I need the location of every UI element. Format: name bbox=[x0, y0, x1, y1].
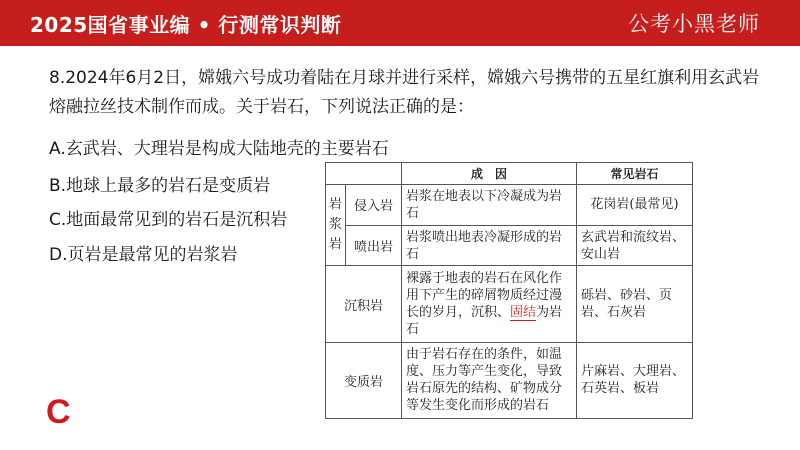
rock-type-cell: 变质岩 bbox=[326, 342, 402, 418]
table-corner bbox=[326, 163, 402, 185]
rock-type-cell: 喷出岩 bbox=[346, 225, 402, 266]
magma-group-cell bbox=[326, 185, 346, 266]
rock-table bbox=[325, 162, 693, 419]
table-row bbox=[326, 225, 693, 266]
table-header-row bbox=[326, 163, 693, 185]
option-d[interactable]: D.页岩是最常见的岩浆岩 bbox=[49, 245, 238, 265]
table-header-common: 常见岩石 bbox=[577, 163, 693, 185]
highlight-term: 固结 bbox=[510, 305, 537, 321]
answer-letter: C bbox=[46, 393, 71, 431]
common-cell: 砾岩、砂岩、页岩、石灰岩 bbox=[577, 266, 693, 342]
cause-text: 裸露于地表的岩石在风化作用下产生的碎屑物质经过漫长的岁月，沉积、 bbox=[406, 271, 563, 321]
common-cell: 片麻岩、大理岩、石英岩、板岩 bbox=[577, 342, 693, 418]
cause-cell: 岩浆在地表以下冷凝成为岩石 bbox=[402, 185, 577, 226]
magma-group-label: 岩浆岩 bbox=[328, 197, 342, 253]
option-a[interactable]: A.玄武岩、大理岩是构成大陆地壳的主要岩石 bbox=[49, 139, 389, 159]
common-cell: 花岗岩(最常见) bbox=[577, 185, 693, 226]
table-row bbox=[326, 266, 693, 342]
header-brand: 公考小黑老师 bbox=[628, 12, 760, 36]
cause-cell bbox=[402, 266, 577, 342]
table-row bbox=[326, 342, 693, 418]
table-header-cause: 成 因 bbox=[402, 163, 577, 185]
option-c[interactable]: C.地面最常见到的岩石是沉积岩 bbox=[49, 210, 288, 230]
table-row bbox=[326, 185, 693, 226]
header-bar bbox=[0, 0, 800, 46]
question-text: 8.2024年6月2日，嫦娥六号成功着陆在月球并进行采样，嫦娥六号携带的五星红旗利用玄武岩熔融拉丝技术制作而成。关于岩石，下列说法正确的是： bbox=[49, 68, 760, 117]
option-b[interactable]: B.地球上最多的岩石是变质岩 bbox=[49, 176, 271, 196]
cause-cell: 由于岩石存在的条件，如温度、压力等产生变化，导致岩石原先的结构、矿物成分等发生变化而形成的岩石 bbox=[402, 342, 577, 418]
rock-type-cell: 侵入岩 bbox=[346, 185, 402, 226]
header-title: 2025国省事业编 • 行测常识判断 bbox=[30, 13, 342, 37]
cause-text-end: 为岩石 bbox=[406, 305, 563, 338]
cause-cell: 岩浆喷出地表冷凝形成的岩石 bbox=[402, 225, 577, 266]
rock-type-cell: 沉积岩 bbox=[326, 266, 402, 342]
common-cell: 玄武岩和流纹岩、安山岩 bbox=[577, 225, 693, 266]
